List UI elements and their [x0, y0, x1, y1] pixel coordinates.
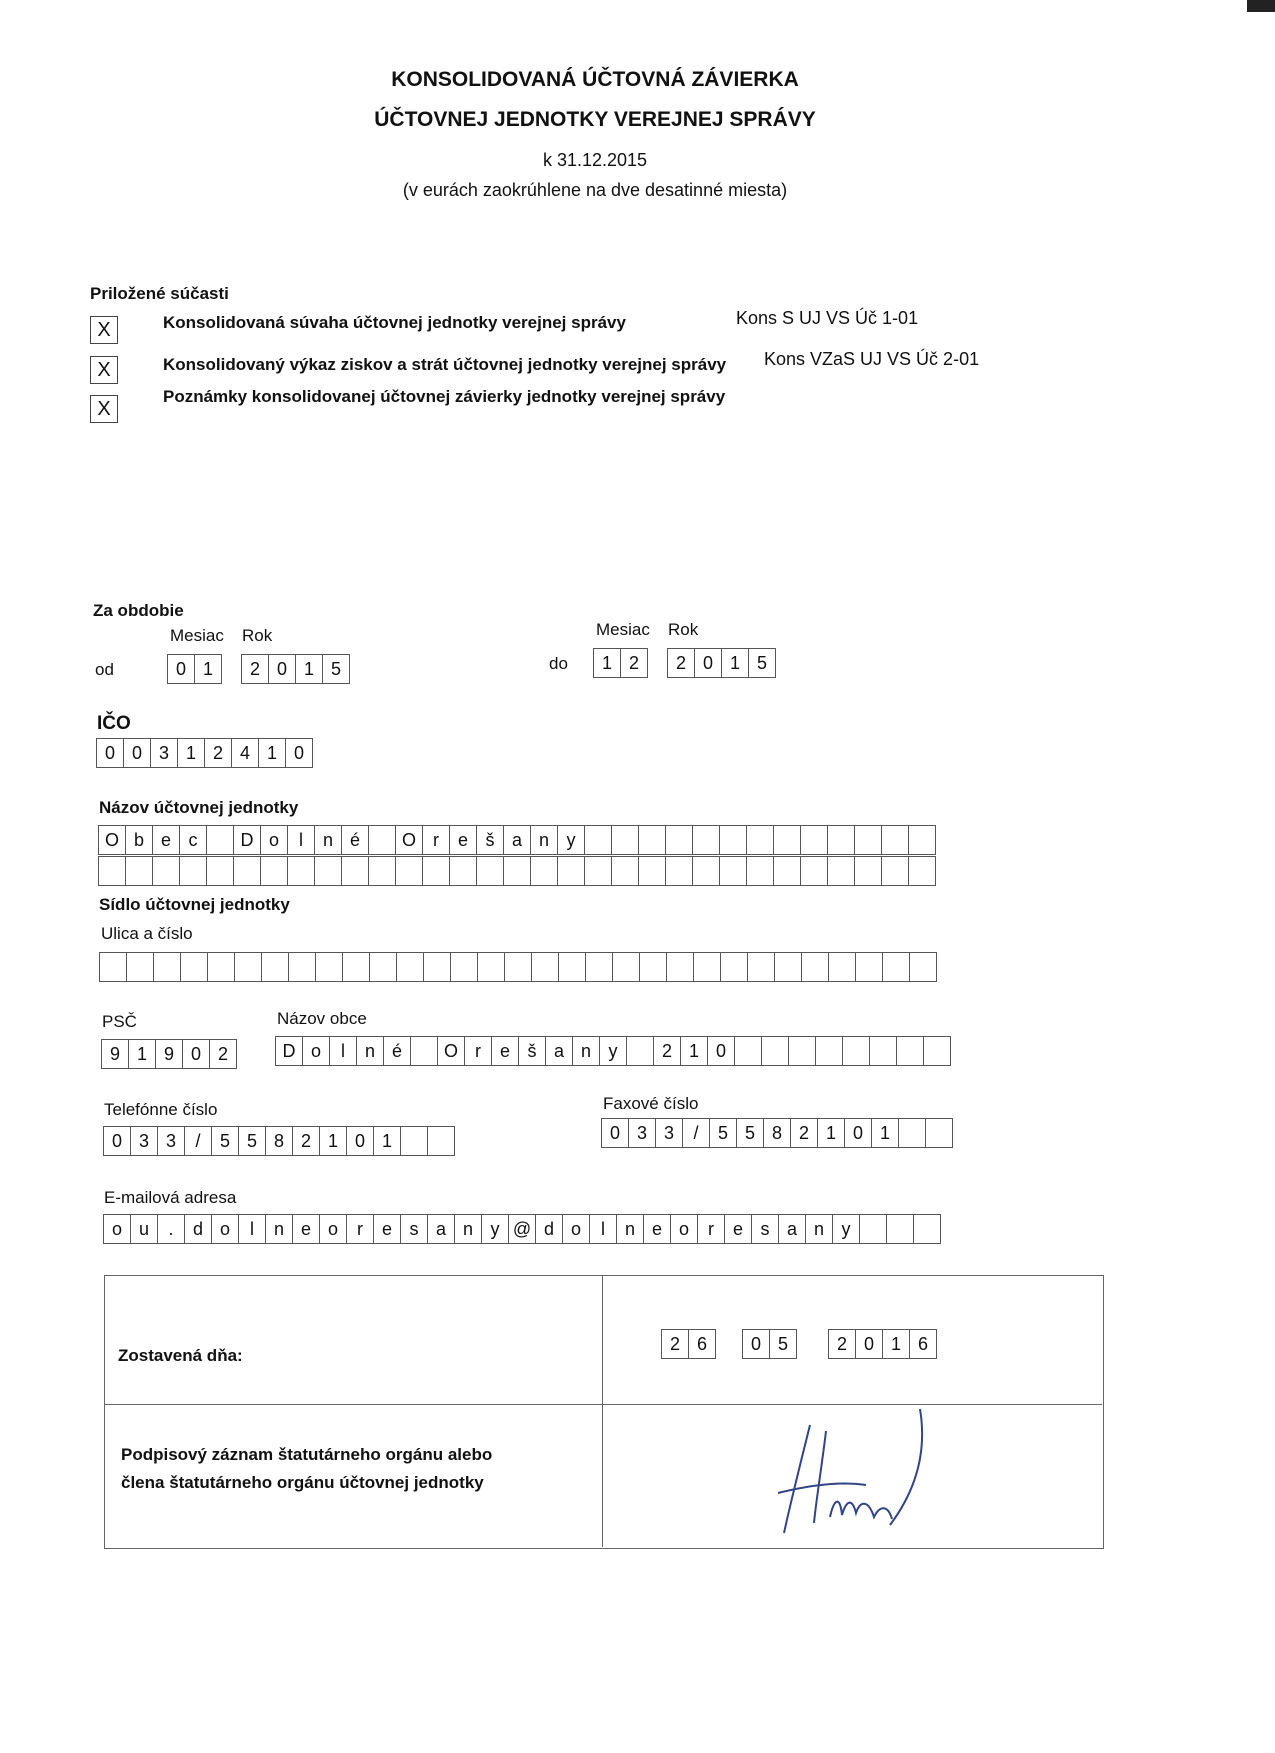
char-cell[interactable]: 3: [150, 738, 177, 768]
char-cell[interactable]: 9: [155, 1039, 182, 1069]
char-cell[interactable]: [881, 856, 908, 886]
char-cell[interactable]: 3: [628, 1118, 655, 1148]
char-cell[interactable]: 1: [373, 1126, 400, 1156]
char-cell[interactable]: [719, 856, 746, 886]
char-cell[interactable]: [828, 952, 855, 982]
char-cell[interactable]: 2: [241, 654, 268, 684]
from-label: od: [95, 660, 114, 679]
char-cell[interactable]: 5: [709, 1118, 736, 1148]
from-month-field[interactable]: [167, 654, 222, 684]
char-cell[interactable]: [801, 952, 828, 982]
char-cell[interactable]: 2: [828, 1329, 855, 1359]
signature-label-line-1: Podpisový záznam štatutárneho orgánu alebo: [121, 1445, 493, 1464]
char-cell[interactable]: [503, 856, 530, 886]
document-title: KONSOLIDOVANÁ ÚČTOVNÁ ZÁVIERKA: [391, 68, 799, 91]
char-cell[interactable]: 0: [346, 1126, 373, 1156]
char-cell[interactable]: é: [341, 825, 368, 855]
char-cell[interactable]: 0: [123, 738, 150, 768]
char-cell[interactable]: [396, 952, 423, 982]
char-cell[interactable]: [842, 1036, 869, 1066]
char-cell[interactable]: [639, 952, 666, 982]
char-cell[interactable]: [557, 856, 584, 886]
char-cell[interactable]: r: [464, 1036, 491, 1066]
signature-table-divider: [602, 1275, 603, 1547]
fax-label: Faxové číslo: [603, 1094, 699, 1113]
city-label: Názov obce: [277, 1009, 367, 1028]
phone-label: Telefónne číslo: [104, 1100, 218, 1119]
char-cell[interactable]: [152, 856, 179, 886]
address-heading: Sídlo účtovnej jednotky: [99, 895, 290, 914]
entity-name-row-2[interactable]: [98, 856, 936, 886]
city-field[interactable]: [275, 1036, 951, 1066]
char-cell[interactable]: [531, 952, 558, 982]
char-cell[interactable]: [584, 825, 611, 855]
char-cell[interactable]: [98, 856, 125, 886]
attachment-name-2: Konsolidovaný výkaz ziskov a strát účtovnej jednotky verejnej správy: [163, 355, 727, 374]
char-cell[interactable]: [530, 856, 557, 886]
char-cell[interactable]: [342, 952, 369, 982]
char-cell[interactable]: [773, 825, 800, 855]
char-cell[interactable]: [504, 952, 531, 982]
document-subtitle: ÚČTOVNEJ JEDNOTKY VEREJNEJ SPRÁVY: [374, 108, 816, 131]
to-year-label: Rok: [668, 620, 699, 639]
char-cell[interactable]: e: [491, 1036, 518, 1066]
char-cell[interactable]: l: [589, 1214, 616, 1244]
char-cell[interactable]: 0: [167, 654, 194, 684]
char-cell[interactable]: [693, 952, 720, 982]
to-month-field[interactable]: [593, 648, 648, 678]
char-cell[interactable]: [341, 856, 368, 886]
char-cell[interactable]: [422, 856, 449, 886]
char-cell[interactable]: n: [530, 825, 557, 855]
char-cell[interactable]: [859, 1214, 886, 1244]
char-cell[interactable]: e: [724, 1214, 751, 1244]
char-cell[interactable]: [913, 1214, 941, 1244]
char-cell[interactable]: [584, 856, 611, 886]
char-cell[interactable]: o: [562, 1214, 589, 1244]
to-label: do: [549, 654, 568, 673]
char-cell[interactable]: y: [481, 1214, 508, 1244]
char-cell[interactable]: š: [518, 1036, 545, 1066]
char-cell[interactable]: [761, 1036, 788, 1066]
char-cell[interactable]: [585, 952, 612, 982]
char-cell[interactable]: [773, 856, 800, 886]
signature-label-line-2: člena štatutárneho orgánu účtovnej jednotky: [121, 1473, 484, 1492]
char-cell[interactable]: @: [508, 1214, 535, 1244]
char-cell[interactable]: [827, 825, 854, 855]
char-cell[interactable]: [179, 856, 206, 886]
char-cell[interactable]: 2: [292, 1126, 319, 1156]
char-cell[interactable]: [260, 856, 287, 886]
char-cell[interactable]: o: [211, 1214, 238, 1244]
char-cell[interactable]: O: [395, 825, 422, 855]
char-cell[interactable]: [869, 1036, 896, 1066]
psc-label: PSČ: [102, 1012, 137, 1031]
char-cell[interactable]: 2: [790, 1118, 817, 1148]
char-cell[interactable]: 6: [909, 1329, 937, 1359]
char-cell[interactable]: [638, 825, 665, 855]
attachment-checkbox-3[interactable]: X: [90, 395, 118, 423]
char-cell[interactable]: r: [422, 825, 449, 855]
char-cell[interactable]: [908, 856, 936, 886]
attachment-checkbox-2[interactable]: X: [90, 356, 118, 384]
char-cell[interactable]: [800, 856, 827, 886]
char-cell[interactable]: 1: [721, 648, 748, 678]
email-field[interactable]: [103, 1214, 941, 1244]
char-cell[interactable]: [206, 825, 233, 855]
char-cell[interactable]: n: [265, 1214, 292, 1244]
char-cell[interactable]: o: [670, 1214, 697, 1244]
char-cell[interactable]: r: [697, 1214, 724, 1244]
char-cell[interactable]: 2: [661, 1329, 688, 1359]
char-cell[interactable]: d: [535, 1214, 562, 1244]
char-cell[interactable]: [477, 952, 504, 982]
char-cell[interactable]: [400, 1126, 427, 1156]
char-cell[interactable]: 3: [655, 1118, 682, 1148]
attachment-name-3: Poznámky konsolidovanej účtovnej závierky jednotky verejnej správy: [163, 387, 726, 406]
char-cell[interactable]: o: [260, 825, 287, 855]
char-cell[interactable]: 1: [871, 1118, 898, 1148]
attachment-name-1: Konsolidovaná súvaha účtovnej jednotky verejnej správy: [163, 313, 626, 332]
char-cell[interactable]: [611, 856, 638, 886]
char-cell[interactable]: 1: [258, 738, 285, 768]
char-cell[interactable]: o: [319, 1214, 346, 1244]
attachments-heading: Priložené súčasti: [90, 284, 229, 303]
phone-field[interactable]: [103, 1126, 455, 1156]
char-cell[interactable]: [827, 856, 854, 886]
char-cell[interactable]: 0: [855, 1329, 882, 1359]
from-year-label: Rok: [242, 626, 273, 645]
char-cell[interactable]: [665, 825, 692, 855]
char-cell[interactable]: [368, 856, 395, 886]
char-cell[interactable]: a: [545, 1036, 572, 1066]
char-cell[interactable]: 5: [238, 1126, 265, 1156]
char-cell[interactable]: [788, 1036, 815, 1066]
char-cell[interactable]: 3: [157, 1126, 184, 1156]
to-month-label: Mesiac: [596, 620, 650, 639]
document-date: k 31.12.2015: [542, 150, 648, 170]
entity-name-row-1[interactable]: [98, 825, 936, 855]
char-cell[interactable]: y: [599, 1036, 626, 1066]
char-cell[interactable]: [720, 952, 747, 982]
char-cell[interactable]: n: [616, 1214, 643, 1244]
char-cell[interactable]: 1: [882, 1329, 909, 1359]
char-cell[interactable]: n: [454, 1214, 481, 1244]
char-cell[interactable]: n: [572, 1036, 599, 1066]
currency-note: (v eurách zaokrúhlene na dve desatinné miesta): [402, 180, 788, 200]
char-cell[interactable]: y: [557, 825, 584, 855]
char-cell[interactable]: [800, 825, 827, 855]
char-cell[interactable]: /: [682, 1118, 709, 1148]
char-cell[interactable]: [314, 856, 341, 886]
char-cell[interactable]: [612, 952, 639, 982]
char-cell[interactable]: [395, 856, 422, 886]
char-cell[interactable]: [207, 952, 234, 982]
char-cell[interactable]: [99, 952, 126, 982]
char-cell[interactable]: [854, 856, 881, 886]
char-cell[interactable]: [233, 856, 260, 886]
char-cell[interactable]: 0: [103, 1126, 130, 1156]
char-cell[interactable]: [692, 825, 719, 855]
char-cell[interactable]: 0: [601, 1118, 628, 1148]
period-heading: Za obdobie: [93, 601, 184, 620]
char-cell[interactable]: [369, 952, 396, 982]
char-cell[interactable]: 5: [769, 1329, 797, 1359]
street-field[interactable]: [99, 952, 937, 982]
street-label: Ulica a číslo: [101, 924, 193, 943]
char-cell[interactable]: [410, 1036, 437, 1066]
char-cell[interactable]: [925, 1118, 953, 1148]
char-cell[interactable]: 0: [285, 738, 313, 768]
char-cell[interactable]: 0: [742, 1329, 769, 1359]
char-cell[interactable]: l: [287, 825, 314, 855]
char-cell[interactable]: e: [152, 825, 179, 855]
char-cell[interactable]: D: [233, 825, 260, 855]
scan-edge-mark: [1247, 0, 1275, 12]
attachment-code-1: Kons S UJ VS Úč 1-01: [736, 308, 919, 328]
char-cell[interactable]: D: [275, 1036, 302, 1066]
char-cell[interactable]: 5: [748, 648, 776, 678]
char-cell[interactable]: [896, 1036, 923, 1066]
char-cell[interactable]: l: [238, 1214, 265, 1244]
char-cell[interactable]: [315, 952, 342, 982]
char-cell[interactable]: 2: [204, 738, 231, 768]
char-cell[interactable]: 1: [817, 1118, 844, 1148]
char-cell[interactable]: 1: [319, 1126, 346, 1156]
char-cell[interactable]: 1: [593, 648, 620, 678]
char-cell[interactable]: [815, 1036, 842, 1066]
char-cell[interactable]: a: [778, 1214, 805, 1244]
to-year-field[interactable]: [667, 648, 776, 678]
char-cell[interactable]: [665, 856, 692, 886]
fax-field[interactable]: [601, 1118, 953, 1148]
char-cell[interactable]: [774, 952, 801, 982]
char-cell[interactable]: o: [103, 1214, 130, 1244]
char-cell[interactable]: [734, 1036, 761, 1066]
compiled-day-field[interactable]: [661, 1329, 716, 1359]
char-cell[interactable]: [368, 825, 395, 855]
char-cell[interactable]: b: [125, 825, 152, 855]
char-cell[interactable]: 3: [130, 1126, 157, 1156]
char-cell[interactable]: [626, 1036, 653, 1066]
char-cell[interactable]: [234, 952, 261, 982]
char-cell[interactable]: [423, 952, 450, 982]
char-cell[interactable]: [450, 952, 477, 982]
char-cell[interactable]: 0: [96, 738, 123, 768]
char-cell[interactable]: e: [373, 1214, 400, 1244]
char-cell[interactable]: [125, 856, 152, 886]
char-cell[interactable]: .: [157, 1214, 184, 1244]
char-cell[interactable]: 2: [620, 648, 648, 678]
char-cell[interactable]: 5: [736, 1118, 763, 1148]
psc-field[interactable]: [101, 1039, 237, 1069]
char-cell[interactable]: 0: [694, 648, 721, 678]
char-cell[interactable]: [558, 952, 585, 982]
char-cell[interactable]: 1: [177, 738, 204, 768]
char-cell[interactable]: [898, 1118, 925, 1148]
char-cell[interactable]: [287, 856, 314, 886]
char-cell[interactable]: n: [356, 1036, 383, 1066]
char-cell[interactable]: e: [643, 1214, 670, 1244]
entity-name-label: Názov účtovnej jednotky: [99, 798, 299, 817]
char-cell[interactable]: [180, 952, 207, 982]
char-cell[interactable]: [923, 1036, 951, 1066]
char-cell[interactable]: n: [805, 1214, 832, 1244]
char-cell[interactable]: a: [427, 1214, 454, 1244]
char-cell[interactable]: [153, 952, 180, 982]
char-cell[interactable]: 2: [653, 1036, 680, 1066]
char-cell[interactable]: e: [292, 1214, 319, 1244]
char-cell[interactable]: o: [302, 1036, 329, 1066]
char-cell[interactable]: 8: [763, 1118, 790, 1148]
char-cell[interactable]: [666, 952, 693, 982]
char-cell[interactable]: [854, 825, 881, 855]
char-cell[interactable]: l: [329, 1036, 356, 1066]
ico-label: IČO: [97, 713, 131, 734]
char-cell[interactable]: [476, 856, 503, 886]
char-cell[interactable]: 0: [182, 1039, 209, 1069]
char-cell[interactable]: [855, 952, 882, 982]
char-cell[interactable]: [126, 952, 153, 982]
from-year-field[interactable]: [241, 654, 350, 684]
from-month-label: Mesiac: [170, 626, 224, 645]
char-cell[interactable]: e: [449, 825, 476, 855]
handwritten-signature: [770, 1405, 950, 1545]
char-cell[interactable]: [881, 825, 908, 855]
char-cell[interactable]: 4: [231, 738, 258, 768]
char-cell[interactable]: [449, 856, 476, 886]
char-cell[interactable]: [206, 856, 233, 886]
char-cell[interactable]: é: [383, 1036, 410, 1066]
char-cell[interactable]: O: [437, 1036, 464, 1066]
char-cell[interactable]: [611, 825, 638, 855]
char-cell[interactable]: n: [314, 825, 341, 855]
char-cell[interactable]: [746, 825, 773, 855]
char-cell[interactable]: [427, 1126, 455, 1156]
char-cell[interactable]: u: [130, 1214, 157, 1244]
char-cell[interactable]: r: [346, 1214, 373, 1244]
char-cell[interactable]: š: [476, 825, 503, 855]
char-cell[interactable]: 1: [680, 1036, 707, 1066]
char-cell[interactable]: [288, 952, 315, 982]
signature-table: [104, 1275, 1104, 1549]
char-cell[interactable]: 6: [688, 1329, 716, 1359]
char-cell[interactable]: a: [503, 825, 530, 855]
char-cell[interactable]: 2: [667, 648, 694, 678]
char-cell[interactable]: s: [400, 1214, 427, 1244]
char-cell[interactable]: [886, 1214, 913, 1244]
email-label: E-mailová adresa: [104, 1188, 237, 1207]
char-cell[interactable]: 0: [268, 654, 295, 684]
compiled-date-label: Zostavená dňa:: [118, 1346, 243, 1365]
char-cell[interactable]: 8: [265, 1126, 292, 1156]
char-cell[interactable]: y: [832, 1214, 859, 1244]
char-cell[interactable]: [909, 952, 937, 982]
char-cell[interactable]: c: [179, 825, 206, 855]
char-cell[interactable]: [692, 856, 719, 886]
signature-table-row-divider: [104, 1404, 1102, 1405]
char-cell[interactable]: 0: [707, 1036, 734, 1066]
char-cell[interactable]: [747, 952, 774, 982]
char-cell[interactable]: 1: [295, 654, 322, 684]
char-cell[interactable]: [908, 825, 936, 855]
char-cell[interactable]: 5: [322, 654, 350, 684]
attachment-code-2: Kons VZaS UJ VS Úč 2-01: [760, 349, 979, 370]
char-cell[interactable]: [746, 856, 773, 886]
compiled-year-field[interactable]: [828, 1329, 937, 1359]
char-cell[interactable]: 1: [194, 654, 222, 684]
char-cell[interactable]: /: [184, 1126, 211, 1156]
ico-field[interactable]: [96, 738, 313, 768]
char-cell[interactable]: [261, 952, 288, 982]
char-cell[interactable]: [882, 952, 909, 982]
char-cell[interactable]: 5: [211, 1126, 238, 1156]
compiled-month-field[interactable]: [742, 1329, 797, 1359]
char-cell[interactable]: [719, 825, 746, 855]
char-cell[interactable]: s: [751, 1214, 778, 1244]
char-cell[interactable]: d: [184, 1214, 211, 1244]
char-cell[interactable]: 2: [209, 1039, 237, 1069]
char-cell[interactable]: 0: [844, 1118, 871, 1148]
char-cell[interactable]: 9: [101, 1039, 128, 1069]
char-cell[interactable]: 1: [128, 1039, 155, 1069]
char-cell[interactable]: [638, 856, 665, 886]
attachment-checkbox-1[interactable]: X: [90, 316, 118, 344]
char-cell[interactable]: O: [98, 825, 125, 855]
